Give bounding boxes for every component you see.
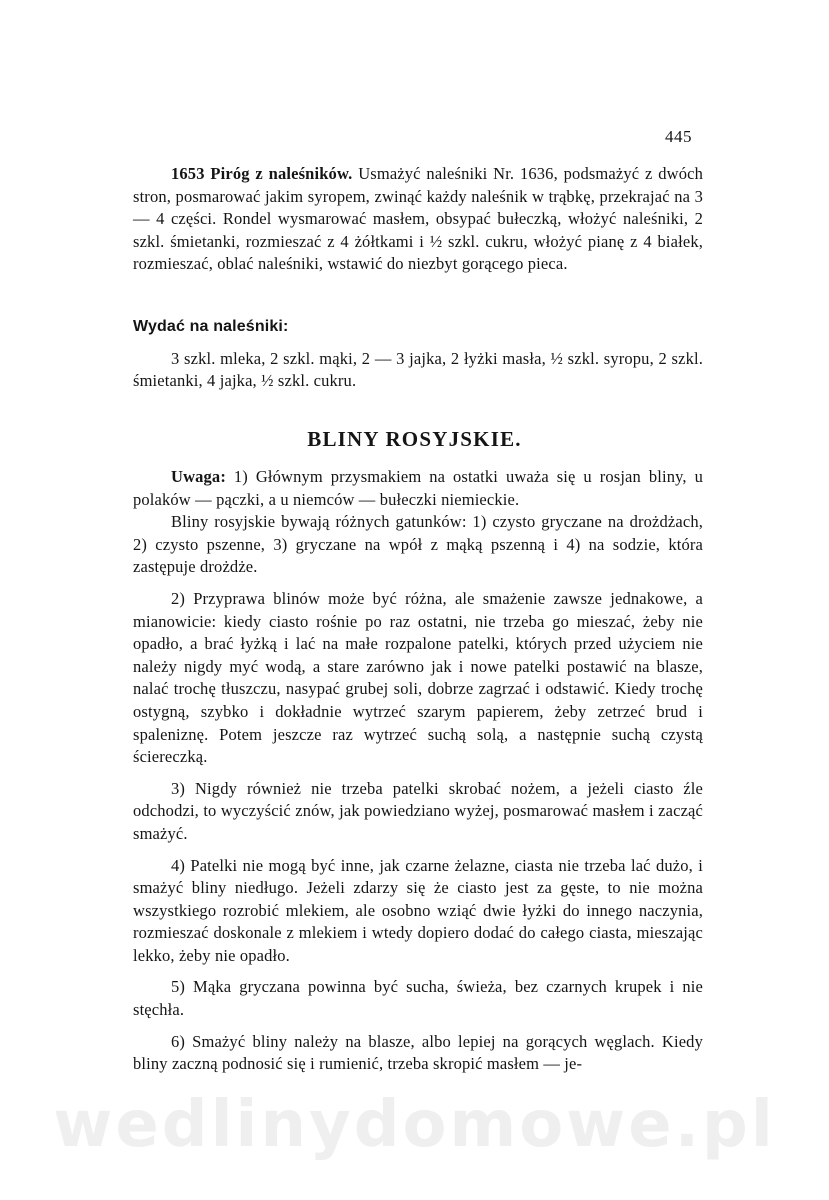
section-body (133, 466, 703, 1076)
note-paragraph (133, 466, 703, 511)
recipe-title: 1653 Piróg z naleśników. (171, 164, 353, 183)
watermark: wedlinydomowe.pl (53, 1088, 776, 1162)
paragraph-3: 3) Nigdy również nie trzeba patelki skrobać nożem, a jeżeli ciasto źle odchodzi, to wyczyścić znów, jak powiedziano wyżej, posmarować masłem i zacząć smażyć. (133, 778, 703, 843)
ingredients-heading: Wydać na naleśniki: (133, 318, 289, 335)
ingredients-block (133, 316, 703, 393)
paragraph-6: 6) Smażyć bliny należy na blasze, albo lepiej na gorących węglach. Kiedy bliny zaczną podnosić się i rumienić, trzeba skropić masłem — je- (133, 1031, 703, 1074)
page-number: 445 (665, 127, 692, 146)
note-lead: Uwaga: (171, 467, 226, 486)
ingredients-list: 3 szkl. mleka, 2 szkl. mąki, 2 — 3 jajka, 2 łyżki masła, ½ szkl. syropu, 2 szkl. śmietanki, 4 jajka, ½ szkl. cukru. (133, 348, 703, 391)
recipe-body: Usmażyć naleśniki Nr. 1636, podsmażyć z dwóch stron, posmarować jakim syropem, zwinąć każdy naleśnik w trąbkę, przekrajać na 3 — 4 części. Rondel wysmarować masłem, obsypać bułeczką, włożyć naleśniki, 2 szkl. śmietanki, rozmieszać z 4 żółtkami i ½ szkl. cukru, włożyć pianę z 4 białek, rozmieszać, oblać naleśniki, wstawić do niezbyt gorącego pieca. (133, 164, 704, 274)
recipe-paragraph (133, 163, 703, 276)
note-text: 1) Głównym przysmakiem na ostatki uważa się u rosjan bliny, u polaków — pączki, a u niemców — bułeczki niemieckie. (133, 467, 703, 509)
paragraph-5: 5) Mąka gryczana powinna być sucha, świeża, bez czarnych krupek i nie stęchła. (133, 977, 703, 1020)
paragraph-2: 2) Przyprawa blinów może być różna, ale smażenie zawsze jednakowe, a mianowicie: kiedy ciasto rośnie po raz ostatni, nie trzeba go mieszać, żeby nie opadło, a brać łyżką i lać na małe rozpalone patelki, których przed użyciem nie należy nigdy myć wodą, a stare zarówno jak i nowe patelki postawić na blasze, nalać trochę tłuszczu, nasypać grubej soli, dobrze zagrzać i odstawić. Kiedy trochę ostygną, szybko i dokładnie wytrzeć szarym papierem, żeby zetrzeć brud i spaleniznę. Potem jeszcze raz wytrzeć suchą solą, a następnie suchą czystą ściereczką. (133, 588, 703, 767)
paragraph-varieties: Bliny rosyjskie bywają różnych gatunków: 1) czysto gryczane na drożdżach, 2) czysto pszenne, 3) gryczane na wpół z mąką pszenną i 4) na sodzie, która zastępuje drożdże. (133, 512, 703, 577)
recipe-block (133, 163, 703, 276)
section-title: BLINY ROSYJSKIE. (307, 427, 522, 451)
paragraph-4: 4) Patelki nie mogą być inne, jak czarne żelazne, ciasta nie trzeba lać dużo, i smażyć bliny niedługo. Jeżeli zdarzy się że ciasto jest za gęste, to nie można wszystkiego rozrobić mlekiem, ale osobno wziąć dwie łyżki do innego naczynia, rozmieszać doskonale z mlekiem i wtedy dopiero dodać do całego ciasta, mieszając lekko, żeby nie opadło. (133, 855, 703, 965)
